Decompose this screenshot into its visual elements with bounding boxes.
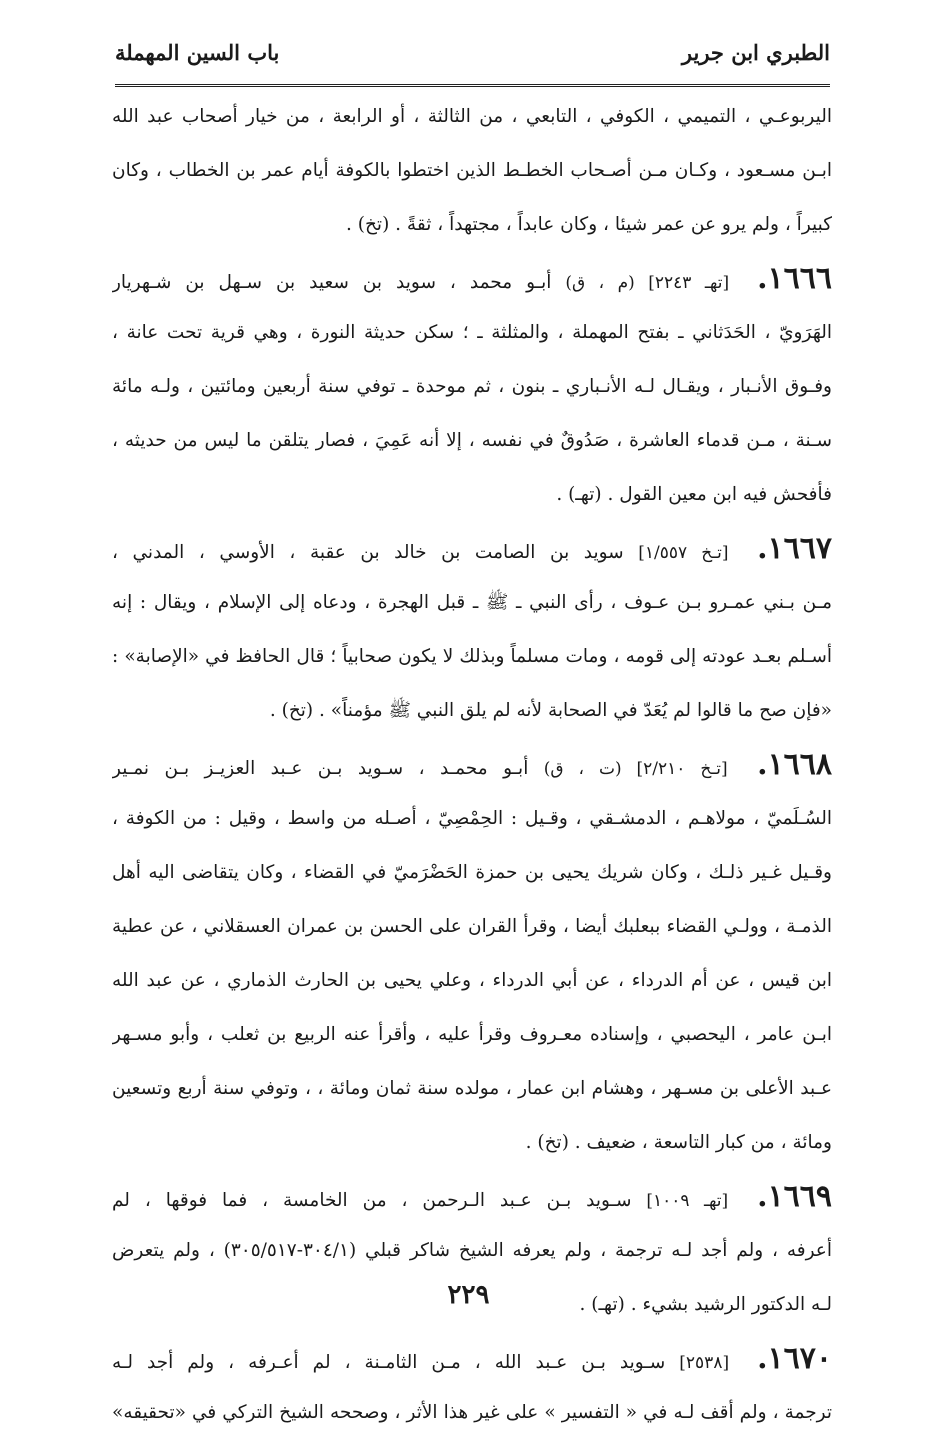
text-line: عـبد الأعلى بن مسـهر ، وهشام ابن عمار ، مولده سنة ثمان ومائة ، ، وتوفي سنة أربع وتسعين bbox=[112, 1078, 832, 1099]
entry-reference: [تـخ ١/٥٥٧] bbox=[638, 543, 729, 563]
entry-text: أبـو محمـد ، سـويد بـن عـبد العزيـز بـن نمـير bbox=[112, 758, 529, 779]
header-book-title: الطبري ابن جرير bbox=[681, 40, 830, 65]
text-line: ابـن مسـعود ، وكـان مـن أصـحاب الخطـط الذين اختطوا بالكوفة أيام عمر بن الخطاب ، وكان bbox=[112, 160, 832, 181]
page-body bbox=[112, 90, 832, 1440]
text-line: السُـلَميّ ، مولاهـم ، الدمشـقي ، وقـيل : الحِمْصِيّ ، أصـله من واسط ، وقيل : من الكوفة ، bbox=[112, 808, 832, 829]
entry-reference: [تهـ ٢٢٤٣] (م ، ق) bbox=[565, 273, 730, 293]
text-line: الذمـة ، وولـي القضاء ببعلبك أيضا ، وقرأ القران على الحسن بن عمران العسقلاني ، عن عطية bbox=[112, 916, 832, 937]
text-line: ترجمة ، ولم أقف لـه في « التفسير » على غير هذا الأثر ، وصححه الشيخ التركي في «تحقيقه» bbox=[112, 1402, 832, 1423]
entry-number: ١٦٦٩. bbox=[757, 1179, 832, 1214]
entry-number: ١٦٧٠. bbox=[757, 1341, 832, 1376]
entry-number: ١٦٦٧. bbox=[757, 531, 832, 566]
entry-reference: [تـخ ٢/٢١٠] (ت ، ق) bbox=[543, 759, 728, 779]
text-line: ومائة ، من كبار التاسعة ، ضعيف . (تخ) . bbox=[525, 1132, 832, 1153]
entry-1668-line bbox=[112, 738, 832, 792]
text-line: فأفحش فيه ابن معين القول . (تهـ) . bbox=[556, 484, 832, 505]
entry-1667-line bbox=[112, 522, 832, 576]
entry-reference: [تهـ ١٠٠٩] bbox=[646, 1191, 729, 1211]
text-line: كبيراً ، ولم يرو عن عمر شيئا ، وكان عابداً ، مجتهداً ، ثقةً . (تخ) . bbox=[346, 214, 832, 235]
text-line: ابـن عامر ، اليحصبي ، وإسناده معـروف وقرأ عليه ، وأقرأ عنه الربيع بن ثعلب ، وأبو مسـهر bbox=[112, 1024, 832, 1045]
entry-number: ١٦٦٨. bbox=[757, 747, 832, 782]
text-line: ابن قيس ، عن أم الدرداء ، عن أبي الدرداء ، وعلي يحيى بن الحارث الذماري ، عن عبد الله bbox=[112, 970, 832, 991]
text-line: أسـلم بعـد عودته إلى قومه ، ومات مسلماً وبذلك لا يكون صحابياً ؛ قال الحافظ في «الإصابة» : bbox=[112, 646, 832, 667]
entry-1670-line bbox=[112, 1332, 832, 1386]
text-line: أعرفه ، ولم أجد لـه ترجمة ، ولم يعرفه الشيخ شاكر قبلي (٣٠٤/١-٣٠٥/٥١٧) ، ولم يتعرض bbox=[112, 1240, 832, 1261]
entry-number: ١٦٦٦. bbox=[757, 261, 832, 296]
text-line: «فإن صح ما قالوا لم يُعَدّ في الصحابة لأنه لم يلق النبي ﷺ مؤمناً» . (تخ) . bbox=[269, 700, 832, 721]
text-line: الهَرَويّ ، الحَدَثاني ـ بفتح المهملة ، والمثلثة ـ ؛ سكن حديثة النورة ، وهي قرية تحت عانة ، bbox=[112, 322, 832, 343]
text-line: لـه الدكتور الرشيد بشيء . (تهـ) . bbox=[579, 1294, 832, 1315]
text-line: وقـيل غـير ذلـك ، وكان شريك يحيى بن حمزة الحَضْرَميّ في القضاء ، وكان يتقاضى اليه أهل bbox=[112, 862, 832, 883]
text-line: اليربوعـي ، التميمي ، الكوفي ، التابعي ، من الثالثة ، أو الرابعة ، من خيار أصحاب عبد الله bbox=[112, 106, 832, 127]
entry-1669-line bbox=[112, 1170, 832, 1224]
entry-text: أبـو محمد ، سويد بن سعيد بن سـهل بن شـهريار bbox=[112, 272, 552, 293]
running-header bbox=[115, 36, 830, 87]
header-chapter-title: باب السين المهملة bbox=[115, 40, 280, 65]
text-line: مـن بـني عمـرو بـن عـوف ، رأى النبي ـ ﷺ ـ قبل الهجرة ، ودعاه إلى الإسلام ، ويقال : إنه bbox=[112, 592, 832, 613]
entry-text: سـويد بـن عـبد الـرحمن ، من الخامسة ، فما فوقها ، لم bbox=[112, 1190, 632, 1211]
entry-reference: [٢٥٣٨] bbox=[679, 1353, 730, 1373]
entry-1666-line bbox=[112, 252, 832, 306]
entry-text: سويد بن الصامت بن خالد بن عقبة ، الأوسي ، المدني ، bbox=[112, 542, 624, 563]
text-line: وفـوق الأنـبار ، ويقـال لـه الأنـباري ـ بنون ، ثم موحدة ـ توفي سنة أربعين ومائتين ، ولـه مائة bbox=[112, 376, 832, 397]
page-number: ٢٢٩ bbox=[447, 1280, 490, 1310]
text-line: سـنة ، مـن قدماء العاشرة ، صَدُوقٌ في نفسه ، إلا أنه عَمِيَ ، فصار يتلقن ما ليس من حديثه ، bbox=[112, 430, 832, 451]
entry-text: سـويد بـن عـبد الله ، مـن الثامـنة ، لم أعـرفه ، ولم أجد لـه bbox=[112, 1352, 666, 1373]
